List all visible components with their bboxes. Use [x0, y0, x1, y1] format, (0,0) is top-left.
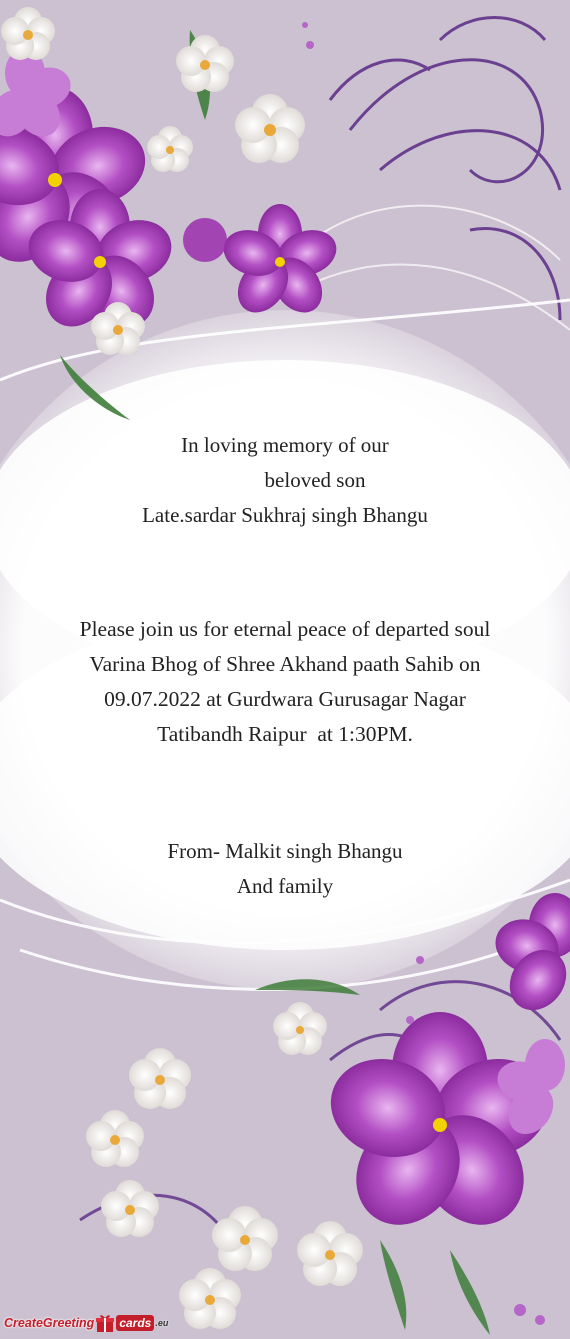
sender-line-1: From- Malkit singh Bhangu [167, 839, 403, 863]
memory-section [0, 428, 570, 533]
message-line-3: 09.07.2022 at Gurdwara Gurusagar Nagar [104, 687, 466, 711]
message-line-2: Varina Bhog of Shree Akhand paath Sahib on [89, 652, 481, 676]
memory-line-2: beloved son [264, 468, 366, 492]
watermark-text-1: CreateGreeting [4, 1316, 95, 1330]
message-line-4: Tatibandh Raipur at 1:30PM. [157, 722, 413, 746]
watermark-text-3: .eu [155, 1318, 169, 1328]
message-line-1: Please join us for eternal peace of departed soul [79, 617, 491, 641]
deceased-name: Late.sardar Sukhraj singh Bhangu [142, 503, 428, 527]
invitation-message [0, 612, 570, 752]
sender-line-2: And family [236, 874, 334, 898]
gift-icon [95, 1313, 115, 1333]
createsgreetingcards-watermark[interactable] [4, 1310, 168, 1336]
watermark-text-2: cards [116, 1315, 154, 1331]
sender-section [0, 834, 570, 904]
memory-line-1: In loving memory of our [181, 433, 389, 457]
